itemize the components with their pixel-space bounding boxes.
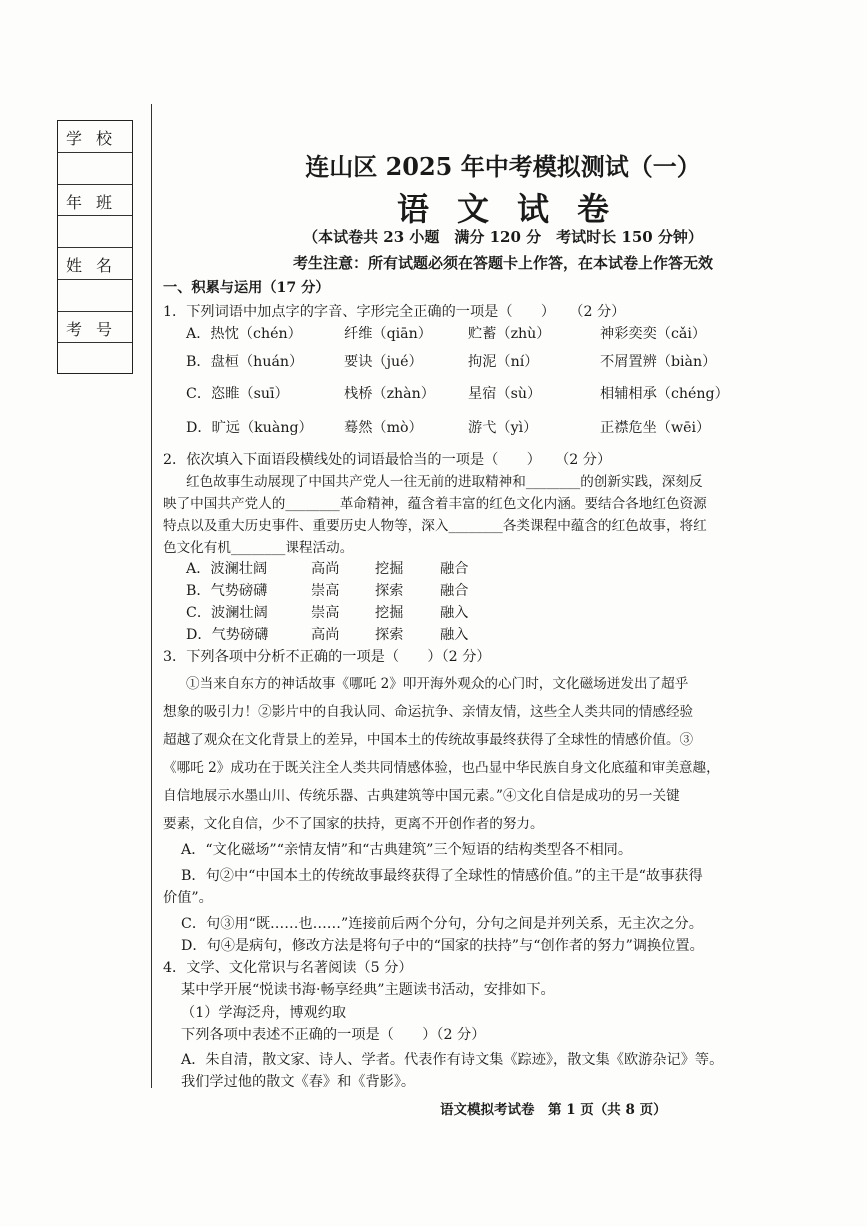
q1-option-a-1: A．热忱（chén） [186,326,302,342]
binding-line [151,104,152,1088]
q4-sub1-title: （1）学海泛舟，博观约取 [181,1005,347,1021]
q3-passage-line: 要素，文化自信，少不了国家的扶持，更离不开创作者的努力。 [163,816,544,832]
q2-passage-line: 特点以及重大历史事件、重要历史人物等，深入________各类课程中蕴含的红色故事，将红 [163,518,707,534]
exam-meta: （本试卷共 23 小题 满分 120 分 考试时长 150 分钟） [303,228,703,246]
q3-passage-line: 《哪吒 2》成功在于既关注全人类共同情感体验，也凸显中华民族自身文化底蕴和审美意趣， [163,760,720,776]
school-field [58,153,132,185]
class-label-cell [58,185,132,217]
exam-title: 连山区 2025 年中考模拟测试（一） [305,152,701,181]
page-footer: 语文模拟考试卷 第 1 页（共 8 页） [440,1102,667,1118]
q2-passage-line: 映了中国共产党人的________革命精神，蕴含着丰富的红色文化内涵。要结合各地红色资源 [163,496,707,512]
q3-option-a: A．“文化磁场”“亲情友情”和“古典建筑”三个短语的结构类型各不相同。 [181,842,633,858]
q2-option-d-1: D．气势磅礴 [186,627,269,643]
name-label-cell [58,248,132,280]
q2-option-b-3: 探索 [375,583,404,599]
exam-number-label-cell [58,312,132,344]
q3-option-d: D．句④是病句，修改方法是将句子中的“国家的扶持”与“创作者的努力”调换位置。 [181,938,704,954]
q2-passage-line: 红色故事生动展现了中国共产党人一往无前的进取精神和________的创新实践，深刻反 [186,474,703,490]
q1-option-b-1: B．盘桓（huán） [186,354,304,370]
q2-option-d-2: 高尚 [311,627,340,643]
q2-option-d-3: 探索 [375,627,404,643]
q2-option-a-1: A．波澜壮阔 [186,561,268,577]
exam-number-label: 考号 [66,319,127,339]
q3-passage-line: ①当来自东方的神话故事《哪吒 2》叩开海外观众的心门时，文化磁场迸发出了超乎 [186,676,689,692]
q2-passage-line: 色文化有机________课程活动。 [163,540,354,556]
q2-option-c-2: 崇高 [311,605,340,621]
q1-option-a-4: 神彩奕奕（cǎi） [600,326,707,342]
q2-option-b-4: 融合 [440,583,469,599]
q1-option-c-1: C．恣睢（suī） [186,386,289,402]
q4-sub1-stem: 下列各项中表述不正确的一项是（ ）（2 分） [181,1027,486,1043]
q2-stem: 2．依次填入下面语段横线处的词语最恰当的一项是（ ） （2 分） [163,452,612,468]
exam-number-field [58,343,132,375]
q1-option-d-2: 蓦然（mò） [344,420,423,436]
q1-option-a-3: 贮蓄（zhù） [468,326,551,342]
q3-passage-line: 超越了观众在文化背景上的差异，中国本土的传统故事最终获得了全球性的情感价值。③ [163,732,694,748]
q2-option-b-2: 崇高 [311,583,340,599]
q2-option-d-4: 融入 [440,627,469,643]
q3-passage-line: 自信地展示水墨山川、传统乐器、古典建筑等中国元素。”④文化自信是成功的另一关键 [163,788,680,804]
q1-option-b-4: 不屑置辨（biàn） [600,354,717,370]
q1-option-b-2: 要诀（jué） [344,354,423,370]
exam-notice: 考生注意：所有试题必须在答题卡上作答，在本试卷上作答无效 [292,254,713,272]
q2-option-c-3: 挖掘 [375,605,404,621]
section-heading: 一、积累与运用（17 分） [163,280,330,296]
q3-option-b-cont: 价值”。 [163,890,213,906]
q1-option-c-4: 相辅相承（chéng） [600,386,729,402]
name-field [58,280,132,312]
q1-stem: 1．下列词语中加点字的字音、字形完全正确的一项是（ ） （2 分） [163,304,626,320]
subject-title: 语文试卷 [396,190,637,228]
name-label: 姓名 [66,256,127,275]
q2-option-a-4: 融合 [440,561,469,577]
class-field [58,216,132,248]
q1-option-c-3: 星宿（sù） [468,386,542,402]
q4-option-a: A．朱自清，散文家、诗人、学者。代表作有诗文集《踪迹》，散文集《欧游杂记》等。 [181,1052,724,1068]
q4-option-a-cont: 我们学过他的散文《春》和《背影》。 [181,1074,416,1090]
q1-option-b-3: 拘泥（ní） [468,354,539,370]
q1-option-d-4: 正襟危坐（wēi） [600,420,711,436]
student-info-table [57,120,133,374]
q3-stem: 3．下列各项中分析不正确的一项是（ ）（2 分） [163,649,491,665]
q3-option-b: B．句②中“中国本土的传统故事最终获得了全球性的情感价值。”的主干是“故事获得 [181,868,703,884]
school-label-cell [58,121,132,153]
q2-option-a-2: 高尚 [311,561,340,577]
q2-option-c-4: 融入 [440,605,469,621]
q4-intro: 某中学开展“悦读书海·畅享经典”主题读书活动，安排如下。 [181,982,555,998]
q4-stem: 4．文学、文化常识与名著阅读（5 分） [163,960,413,976]
q1-option-c-2: 栈桥（zhàn） [344,386,435,402]
q1-option-d-3: 游弋（yì） [468,420,538,436]
class-label: 年班 [66,192,127,212]
q1-option-a-2: 纤维（qiān） [344,326,432,342]
q3-option-c: C．句③用“既……也……”连接前后两个分句，分句之间是并列关系，无主次之分。 [181,916,703,932]
school-label: 学校 [66,129,127,148]
q2-option-c-1: C．波澜壮阔 [186,605,268,621]
q3-passage-line: 想象的吸引力！②影片中的自我认同、命运抗争、亲情友情，这些全人类共同的情感经验 [163,704,694,720]
q2-option-a-3: 挖掘 [375,561,404,577]
q1-option-d-1: D．旷远（kuàng） [186,420,313,436]
q2-option-b-1: B．气势磅礴 [186,583,268,599]
